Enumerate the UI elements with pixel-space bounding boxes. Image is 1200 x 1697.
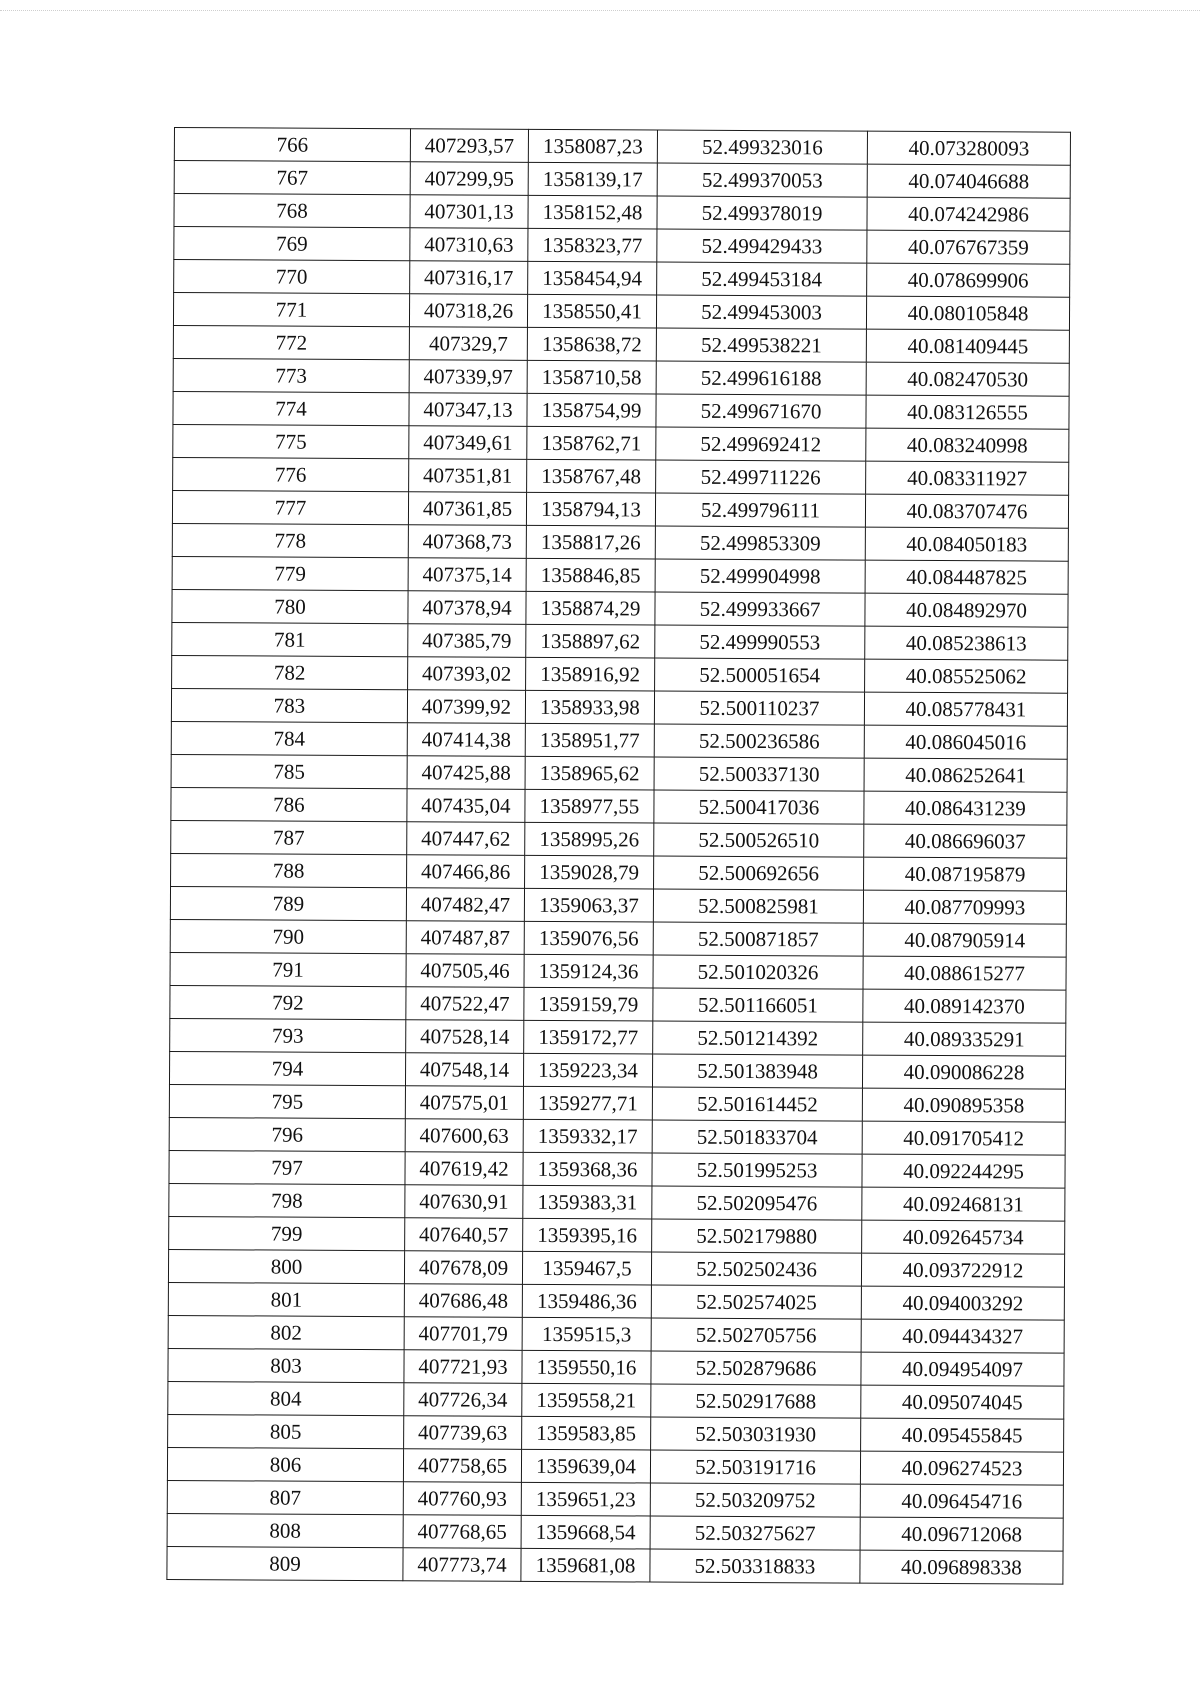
x-coordinate-cell: 407351,81 [409,459,527,493]
latitude-cell: 52.499933667 [655,592,865,626]
point-number-cell: 790 [170,919,406,953]
longitude-cell: 40.086252641 [864,758,1067,792]
y-coordinate-cell: 1359681,08 [521,1548,650,1582]
longitude-cell: 40.084050183 [865,527,1068,561]
point-number-cell: 788 [171,853,407,887]
longitude-cell: 40.095455845 [861,1418,1064,1452]
latitude-cell: 52.501020326 [653,955,863,989]
x-coordinate-cell: 407466,86 [407,855,525,889]
longitude-cell: 40.086431239 [864,791,1067,825]
table-row [174,128,1070,166]
point-number-cell: 786 [171,787,407,821]
x-coordinate-cell: 407686,48 [404,1284,522,1318]
x-coordinate-cell: 407316,17 [410,261,528,295]
latitude-cell: 52.499692412 [656,427,866,461]
y-coordinate-cell: 1358754,99 [527,393,656,427]
latitude-cell: 52.500417036 [654,790,864,824]
point-number-cell: 770 [174,260,410,294]
longitude-cell: 40.083240998 [866,428,1069,462]
latitude-cell: 52.500825981 [653,889,863,923]
y-coordinate-cell: 1358767,48 [527,459,656,493]
point-number-cell: 787 [171,820,407,854]
table-row [170,1018,1066,1056]
coordinates-table-body [167,128,1071,1585]
x-coordinate-cell: 407678,09 [404,1251,522,1285]
point-number-cell: 772 [173,325,409,359]
longitude-cell: 40.074046688 [867,164,1070,198]
point-number-cell: 778 [172,523,408,557]
point-number-cell: 797 [169,1150,405,1184]
table-row [173,325,1069,363]
y-coordinate-cell: 1358323,77 [528,228,657,262]
table-row [168,1381,1064,1419]
latitude-cell: 52.503318833 [650,1549,860,1583]
point-number-cell: 794 [169,1051,405,1085]
point-number-cell: 779 [172,556,408,590]
table-row [172,556,1068,594]
longitude-cell: 40.081409445 [866,329,1069,363]
point-number-cell: 782 [172,655,408,689]
latitude-cell: 52.499378019 [657,196,867,230]
table-row [172,589,1068,627]
x-coordinate-cell: 407758,65 [403,1449,521,1483]
x-coordinate-cell: 407347,13 [409,393,527,427]
longitude-cell: 40.087709993 [863,890,1066,924]
x-coordinate-cell: 407726,34 [404,1383,522,1417]
point-number-cell: 781 [172,622,408,656]
point-number-cell: 776 [173,457,409,491]
y-coordinate-cell: 1359583,85 [522,1416,651,1450]
x-coordinate-cell: 407773,74 [403,1548,521,1582]
table-row [169,1183,1065,1221]
y-coordinate-cell: 1358794,13 [526,492,655,526]
x-coordinate-cell: 407447,62 [407,822,525,856]
x-coordinate-cell: 407505,46 [406,954,524,988]
table-row [168,1315,1064,1353]
y-coordinate-cell: 1358152,48 [528,195,657,229]
y-coordinate-cell: 1358951,77 [525,723,654,757]
longitude-cell: 40.086696037 [864,824,1067,858]
longitude-cell: 40.091705412 [862,1121,1065,1155]
table-row [168,1249,1064,1287]
x-coordinate-cell: 407425,88 [407,756,525,790]
point-number-cell: 791 [170,952,406,986]
x-coordinate-cell: 407385,79 [408,624,526,658]
y-coordinate-cell: 1359558,21 [522,1383,651,1417]
latitude-cell: 52.503191716 [650,1450,860,1484]
longitude-cell: 40.096274523 [860,1451,1063,1485]
y-coordinate-cell: 1358762,71 [527,426,656,460]
table-row [169,1117,1065,1155]
latitude-cell: 52.499711226 [656,460,866,494]
longitude-cell: 40.085238613 [865,626,1068,660]
latitude-cell: 52.500337130 [654,757,864,791]
table-row [170,952,1066,990]
y-coordinate-cell: 1359467,5 [522,1251,651,1285]
table-row [173,358,1069,396]
x-coordinate-cell: 407310,63 [410,228,528,262]
longitude-cell: 40.074242986 [867,197,1070,231]
latitude-cell: 52.499853309 [655,526,865,560]
point-number-cell: 774 [173,391,409,425]
longitude-cell: 40.084487825 [865,560,1068,594]
longitude-cell: 40.096898338 [860,1550,1063,1584]
table-row [171,787,1067,825]
y-coordinate-cell: 1358139,17 [528,162,657,196]
table-row [168,1414,1064,1452]
y-coordinate-cell: 1359028,79 [525,855,654,889]
longitude-cell: 40.082470530 [866,362,1069,396]
longitude-cell: 40.083707476 [865,494,1068,528]
latitude-cell: 52.500526510 [654,823,864,857]
y-coordinate-cell: 1359076,56 [524,921,653,955]
table-row [171,754,1067,792]
table-row [167,1513,1063,1551]
latitude-cell: 52.503031930 [651,1417,861,1451]
table-row [174,161,1070,199]
x-coordinate-cell: 407414,38 [407,723,525,757]
longitude-cell: 40.093722912 [861,1253,1064,1287]
point-number-cell: 804 [168,1381,404,1415]
y-coordinate-cell: 1358874,29 [526,591,655,625]
longitude-cell: 40.080105848 [866,296,1069,330]
table-row [172,490,1068,528]
y-coordinate-cell: 1358710,58 [527,360,656,394]
longitude-cell: 40.087195879 [864,857,1067,891]
x-coordinate-cell: 407522,47 [406,987,524,1021]
latitude-cell: 52.501833704 [652,1120,862,1154]
latitude-cell: 52.501995253 [652,1153,862,1187]
longitude-cell: 40.092645734 [862,1220,1065,1254]
x-coordinate-cell: 407293,57 [410,129,528,163]
longitude-cell: 40.073280093 [867,131,1070,165]
table-row [172,622,1068,660]
x-coordinate-cell: 407701,79 [404,1317,522,1351]
point-number-cell: 767 [174,161,410,195]
latitude-cell: 52.499323016 [657,130,867,164]
y-coordinate-cell: 1359395,16 [523,1218,652,1252]
latitude-cell: 52.500110237 [654,691,864,725]
point-number-cell: 806 [167,1447,403,1481]
latitude-cell: 52.502095476 [652,1186,862,1220]
y-coordinate-cell: 1359223,34 [523,1053,652,1087]
point-number-cell: 785 [171,754,407,788]
point-number-cell: 795 [169,1084,405,1118]
latitude-cell: 52.501614452 [652,1087,862,1121]
y-coordinate-cell: 1358550,41 [527,294,656,328]
y-coordinate-cell: 1358916,92 [526,657,655,691]
point-number-cell: 766 [174,128,410,162]
latitude-cell: 52.499538221 [656,328,866,362]
longitude-cell: 40.076767359 [867,230,1070,264]
point-number-cell: 800 [168,1249,404,1283]
coordinates-table [166,127,1071,1585]
table-row [171,688,1067,726]
y-coordinate-cell: 1358454,94 [528,261,657,295]
latitude-cell: 52.502917688 [651,1384,861,1418]
y-coordinate-cell: 1359668,54 [521,1515,650,1549]
longitude-cell: 40.078699906 [867,263,1070,297]
latitude-cell: 52.501383948 [652,1054,862,1088]
table-row [168,1282,1064,1320]
table-row [170,886,1066,924]
latitude-cell: 52.502502436 [651,1252,861,1286]
table-row [173,457,1069,495]
y-coordinate-cell: 1359515,3 [522,1317,651,1351]
point-number-cell: 784 [171,721,407,755]
y-coordinate-cell: 1358087,23 [528,129,657,163]
x-coordinate-cell: 407318,26 [409,294,527,328]
point-number-cell: 802 [168,1315,404,1349]
x-coordinate-cell: 407435,04 [407,789,525,823]
y-coordinate-cell: 1359550,16 [522,1350,651,1384]
table-row [167,1546,1063,1584]
x-coordinate-cell: 407339,97 [409,360,527,394]
x-coordinate-cell: 407301,13 [410,195,528,229]
table-row [169,1150,1065,1188]
latitude-cell: 52.500692656 [654,856,864,890]
longitude-cell: 40.087905914 [863,923,1066,957]
y-coordinate-cell: 1359651,23 [521,1482,650,1516]
table-row [169,1084,1065,1122]
y-coordinate-cell: 1359159,79 [524,987,653,1021]
x-coordinate-cell: 407600,63 [405,1119,523,1153]
x-coordinate-cell: 407368,73 [408,525,526,559]
y-coordinate-cell: 1358897,62 [526,624,655,658]
y-coordinate-cell: 1358933,98 [525,690,654,724]
table-row [174,194,1070,232]
point-number-cell: 809 [167,1546,403,1580]
y-coordinate-cell: 1358995,26 [525,822,654,856]
x-coordinate-cell: 407361,85 [408,492,526,526]
latitude-cell: 52.503275627 [650,1516,860,1550]
latitude-cell: 52.501166051 [653,988,863,1022]
point-number-cell: 771 [173,293,409,327]
latitude-cell: 52.499453003 [656,295,866,329]
longitude-cell: 40.096454716 [860,1484,1063,1518]
point-number-cell: 780 [172,589,408,623]
point-number-cell: 789 [170,886,406,920]
point-number-cell: 768 [174,194,410,228]
point-number-cell: 783 [171,688,407,722]
longitude-cell: 40.086045016 [864,725,1067,759]
table-row [170,919,1066,957]
table-row [174,260,1070,298]
latitude-cell: 52.499453184 [657,262,867,296]
latitude-cell: 52.499616188 [656,361,866,395]
longitude-cell: 40.092468131 [862,1187,1065,1221]
latitude-cell: 52.499671670 [656,394,866,428]
point-number-cell: 769 [174,227,410,261]
y-coordinate-cell: 1359486,36 [522,1284,651,1318]
y-coordinate-cell: 1359277,71 [523,1086,652,1120]
x-coordinate-cell: 407329,7 [409,327,527,361]
x-coordinate-cell: 407375,14 [408,558,526,592]
table-row [168,1348,1064,1386]
table-row [171,820,1067,858]
x-coordinate-cell: 407768,65 [403,1515,521,1549]
latitude-cell: 52.499429433 [657,229,867,263]
x-coordinate-cell: 407528,14 [406,1020,524,1054]
point-number-cell: 773 [173,358,409,392]
longitude-cell: 40.083126555 [866,395,1069,429]
x-coordinate-cell: 407393,02 [408,657,526,691]
y-coordinate-cell: 1358817,26 [526,525,655,559]
x-coordinate-cell: 407739,63 [404,1416,522,1450]
x-coordinate-cell: 407630,91 [405,1185,523,1219]
point-number-cell: 792 [170,985,406,1019]
point-number-cell: 798 [169,1183,405,1217]
x-coordinate-cell: 407760,93 [403,1482,521,1516]
point-number-cell: 799 [169,1216,405,1250]
y-coordinate-cell: 1359368,36 [523,1152,652,1186]
longitude-cell: 40.083311927 [866,461,1069,495]
latitude-cell: 52.499990553 [655,625,865,659]
table-row [167,1480,1063,1518]
x-coordinate-cell: 407721,93 [404,1350,522,1384]
table-row [173,293,1069,331]
latitude-cell: 52.502705756 [651,1318,861,1352]
latitude-cell: 52.500871857 [653,922,863,956]
table-row [172,655,1068,693]
longitude-cell: 40.094003292 [861,1286,1064,1320]
table-row [171,853,1067,891]
table-row [169,1051,1065,1089]
table-row [170,985,1066,1023]
longitude-cell: 40.095074045 [861,1385,1064,1419]
table-row [167,1447,1063,1485]
longitude-cell: 40.089335291 [863,1022,1066,1056]
page-top-rule [0,10,1200,11]
latitude-cell: 52.500051654 [655,658,865,692]
latitude-cell: 52.499370053 [657,163,867,197]
point-number-cell: 777 [172,490,408,524]
longitude-cell: 40.088615277 [863,956,1066,990]
y-coordinate-cell: 1358965,62 [525,756,654,790]
point-number-cell: 803 [168,1348,404,1382]
x-coordinate-cell: 407619,42 [405,1152,523,1186]
latitude-cell: 52.500236586 [654,724,864,758]
y-coordinate-cell: 1358638,72 [527,327,656,361]
point-number-cell: 796 [169,1117,405,1151]
y-coordinate-cell: 1359124,36 [524,954,653,988]
point-number-cell: 793 [170,1018,406,1052]
y-coordinate-cell: 1359063,37 [524,888,653,922]
x-coordinate-cell: 407349,61 [409,426,527,460]
longitude-cell: 40.094434327 [861,1319,1064,1353]
latitude-cell: 52.499796111 [655,493,865,527]
longitude-cell: 40.085525062 [865,659,1068,693]
table-row [174,227,1070,265]
table-row [173,391,1069,429]
point-number-cell: 801 [168,1282,404,1316]
point-number-cell: 775 [173,424,409,458]
longitude-cell: 40.094954097 [861,1352,1064,1386]
point-number-cell: 807 [167,1480,403,1514]
y-coordinate-cell: 1359639,04 [521,1449,650,1483]
x-coordinate-cell: 407299,95 [410,162,528,196]
x-coordinate-cell: 407378,94 [408,591,526,625]
longitude-cell: 40.092244295 [862,1154,1065,1188]
longitude-cell: 40.090895358 [862,1088,1065,1122]
longitude-cell: 40.096712068 [860,1517,1063,1551]
table-row [171,721,1067,759]
x-coordinate-cell: 407575,01 [405,1086,523,1120]
latitude-cell: 52.502879686 [651,1351,861,1385]
latitude-cell: 52.502179880 [652,1219,862,1253]
latitude-cell: 52.503209752 [650,1483,860,1517]
x-coordinate-cell: 407640,57 [405,1218,523,1252]
y-coordinate-cell: 1358846,85 [526,558,655,592]
longitude-cell: 40.084892970 [865,593,1068,627]
latitude-cell: 52.502574025 [651,1285,861,1319]
longitude-cell: 40.089142370 [863,989,1066,1023]
y-coordinate-cell: 1358977,55 [525,789,654,823]
table-row [172,523,1068,561]
table-row [169,1216,1065,1254]
point-number-cell: 808 [167,1513,403,1547]
y-coordinate-cell: 1359332,17 [523,1119,652,1153]
table-row [173,424,1069,462]
y-coordinate-cell: 1359172,77 [524,1020,653,1054]
latitude-cell: 52.501214392 [653,1021,863,1055]
point-number-cell: 805 [168,1414,404,1448]
longitude-cell: 40.085778431 [864,692,1067,726]
latitude-cell: 52.499904998 [655,559,865,593]
longitude-cell: 40.090086228 [862,1055,1065,1089]
x-coordinate-cell: 407548,14 [405,1053,523,1087]
x-coordinate-cell: 407487,87 [406,921,524,955]
x-coordinate-cell: 407399,92 [407,690,525,724]
x-coordinate-cell: 407482,47 [406,888,524,922]
y-coordinate-cell: 1359383,31 [523,1185,652,1219]
